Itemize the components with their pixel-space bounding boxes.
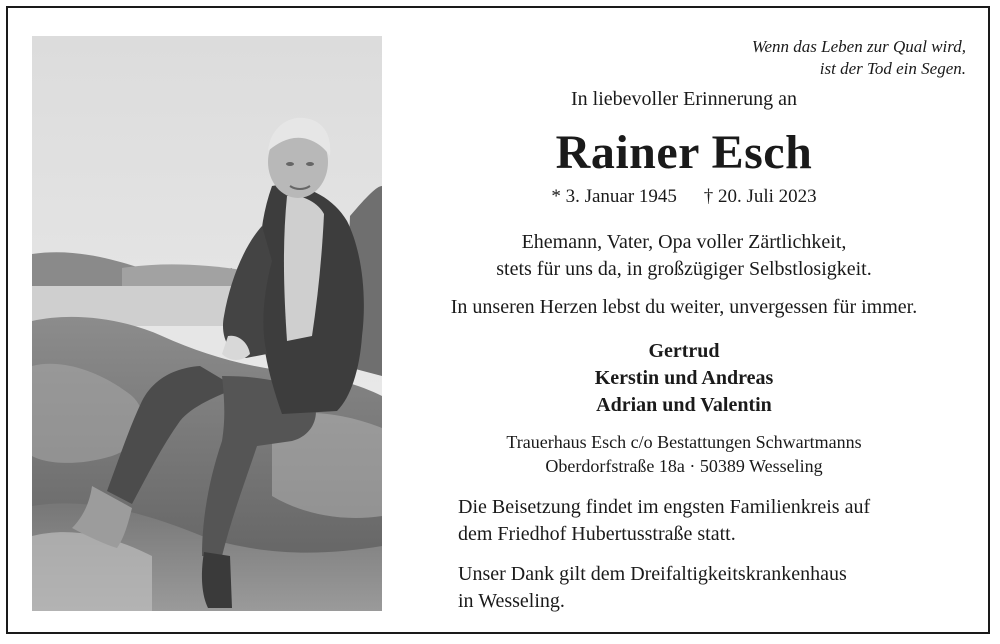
mourner-name: Adrian und Valentin <box>596 394 772 416</box>
intro-text: In liebevoller Erinnerung an <box>570 88 798 110</box>
thanks-notice <box>458 561 978 615</box>
tribute-text <box>414 229 954 283</box>
address-line-1: Trauerhaus Esch c/o Bestattungen Schwartmanns <box>506 432 862 452</box>
address-line-2: Oberdorfstraße 18a · 50389 Wesseling <box>545 456 823 476</box>
birth-date: * 3. Januar 1945 <box>551 186 677 207</box>
deceased-name: Rainer Esch <box>555 126 813 179</box>
motto-quote <box>752 36 966 80</box>
burial-notice <box>458 494 978 548</box>
death-date: † 20. Juli 2023 <box>703 186 817 207</box>
tribute-line-2: stets für uns da, in großzügiger Selbstlosigkeit. <box>496 258 872 280</box>
mourner-name: Kerstin und Andreas <box>594 367 774 389</box>
mourner-name: Gertrud <box>648 340 720 362</box>
heart-line: In unseren Herzen lebst du weiter, unvergessen für immer. <box>450 296 918 318</box>
thanks-line-2: in Wesseling. <box>458 590 565 612</box>
mourning-address <box>414 430 954 478</box>
burial-line-1: Die Beisetzung findet im engsten Familienkreis auf <box>458 496 871 518</box>
tribute-line-1: Ehemann, Vater, Opa voller Zärtlichkeit, <box>521 231 847 253</box>
thanks-line-1: Unser Dank gilt dem Dreifaltigkeitskrankenhaus <box>458 563 847 585</box>
mourners-list <box>414 338 954 419</box>
life-dates <box>414 186 954 208</box>
motto-line-2: ist der Tod ein Segen. <box>819 59 966 78</box>
portrait-photo <box>32 36 382 611</box>
motto-line-1: Wenn das Leben zur Qual wird, <box>751 37 966 56</box>
burial-line-2: dem Friedhof Hubertusstraße statt. <box>458 523 736 545</box>
